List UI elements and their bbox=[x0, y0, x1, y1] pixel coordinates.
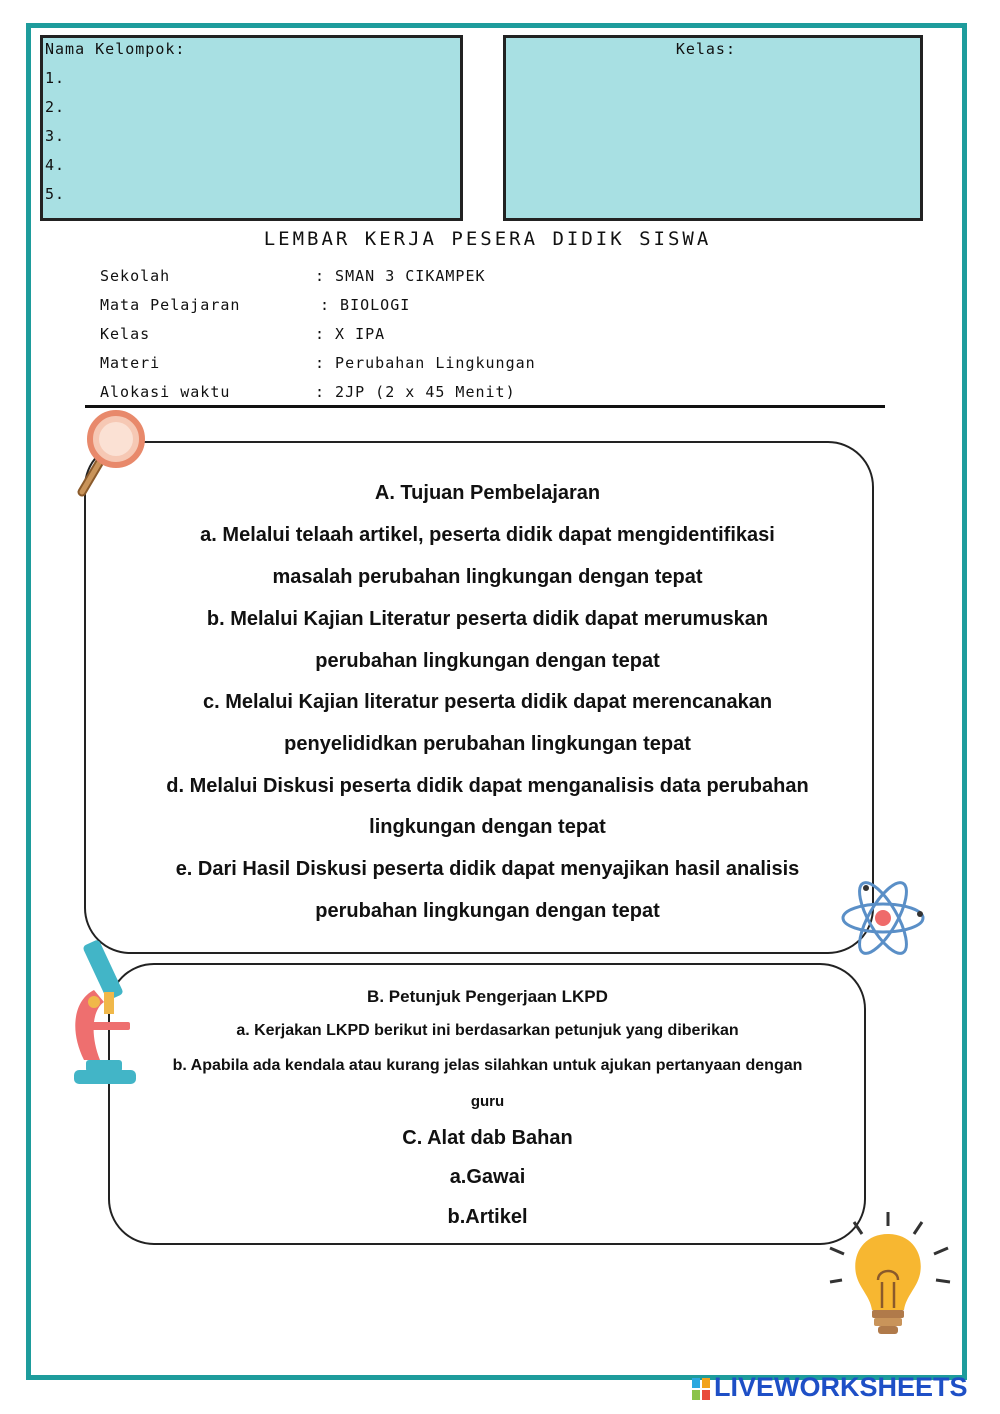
section-c-heading: C. Alat dab Bahan bbox=[402, 1127, 573, 1149]
info-value: : Perubahan Lingkungan bbox=[315, 354, 536, 372]
info-key: Mata Pelajaran bbox=[100, 296, 241, 314]
header-divider bbox=[85, 405, 885, 408]
magnifier-icon bbox=[68, 408, 150, 503]
member-line-3: 3. bbox=[45, 127, 66, 145]
class-box[interactable] bbox=[503, 35, 923, 221]
instruction-line: a. Kerjakan LKPD berikut ini berdasarkan petunjuk yang diberikan bbox=[236, 1022, 739, 1039]
objective-line: d. Melalui Diskusi peserta didik dapat menganalisis data perubahan bbox=[166, 775, 809, 797]
info-key: Alokasi waktu bbox=[100, 383, 231, 401]
group-name-box[interactable] bbox=[40, 35, 463, 221]
objective-line: lingkungan dengan tepat bbox=[369, 816, 606, 838]
objective-line: e. Dari Hasil Diskusi peserta didik dapat menyajikan hasil analisis bbox=[175, 858, 800, 880]
objective-line: perubahan lingkungan dengan tepat bbox=[315, 650, 660, 672]
info-row bbox=[100, 296, 800, 320]
instruction-line: guru bbox=[470, 1093, 505, 1110]
objective-line: c. Melalui Kajian literatur peserta didik dapat merencanakan bbox=[202, 691, 773, 713]
class-label: Kelas: bbox=[675, 40, 736, 58]
objective-line: b. Melalui Kajian Literatur peserta didik dapat merumuskan bbox=[206, 608, 769, 630]
liveworksheets-mark-icon bbox=[692, 1378, 710, 1400]
worksheet-title: LEMBAR KERJA PESERA DIDIK SISWA bbox=[263, 228, 712, 250]
info-key: Sekolah bbox=[100, 267, 171, 285]
info-value: : 2JP (2 x 45 Menit) bbox=[315, 383, 516, 401]
objective-line: a. Melalui telaah artikel, peserta didik dapat mengidentifikasi bbox=[200, 524, 775, 546]
atom-icon bbox=[838, 878, 928, 958]
lightbulb-icon bbox=[828, 1210, 958, 1350]
info-value: : SMAN 3 CIKAMPEK bbox=[315, 267, 486, 285]
info-key: Materi bbox=[100, 354, 161, 372]
member-line-1: 1. bbox=[45, 69, 66, 87]
info-value: : BIOLOGI bbox=[320, 296, 411, 314]
objective-line: perubahan lingkungan dengan tepat bbox=[315, 900, 660, 922]
info-row bbox=[100, 325, 800, 349]
material-item: a.Gawai bbox=[449, 1166, 526, 1188]
info-row bbox=[100, 267, 800, 291]
member-line-4: 4. bbox=[45, 156, 66, 174]
member-line-5: 5. bbox=[45, 185, 66, 203]
liveworksheets-logo[interactable] bbox=[692, 1372, 992, 1408]
brand-text: LIVEWORKSHEETS bbox=[714, 1372, 968, 1402]
info-row bbox=[100, 383, 800, 407]
info-value: : X IPA bbox=[315, 325, 386, 343]
objective-line: penyelididkan perubahan lingkungan tepat bbox=[284, 733, 691, 755]
info-key: Kelas bbox=[100, 325, 151, 343]
group-name-label: Nama Kelompok: bbox=[45, 40, 186, 58]
member-line-2: 2. bbox=[45, 98, 66, 116]
instruction-line: b. Apabila ada kendala atau kurang jelas silahkan untuk ajukan pertanyaan dengan bbox=[172, 1057, 803, 1074]
section-a-heading: A. Tujuan Pembelajaran bbox=[374, 482, 601, 504]
section-b-heading: B. Petunjuk Pengerjaan LKPD bbox=[367, 987, 608, 1006]
info-row bbox=[100, 354, 800, 378]
material-item: b.Artikel bbox=[447, 1206, 528, 1228]
objective-line: masalah perubahan lingkungan dengan tepat bbox=[272, 566, 703, 588]
microscope-icon bbox=[64, 930, 144, 1090]
